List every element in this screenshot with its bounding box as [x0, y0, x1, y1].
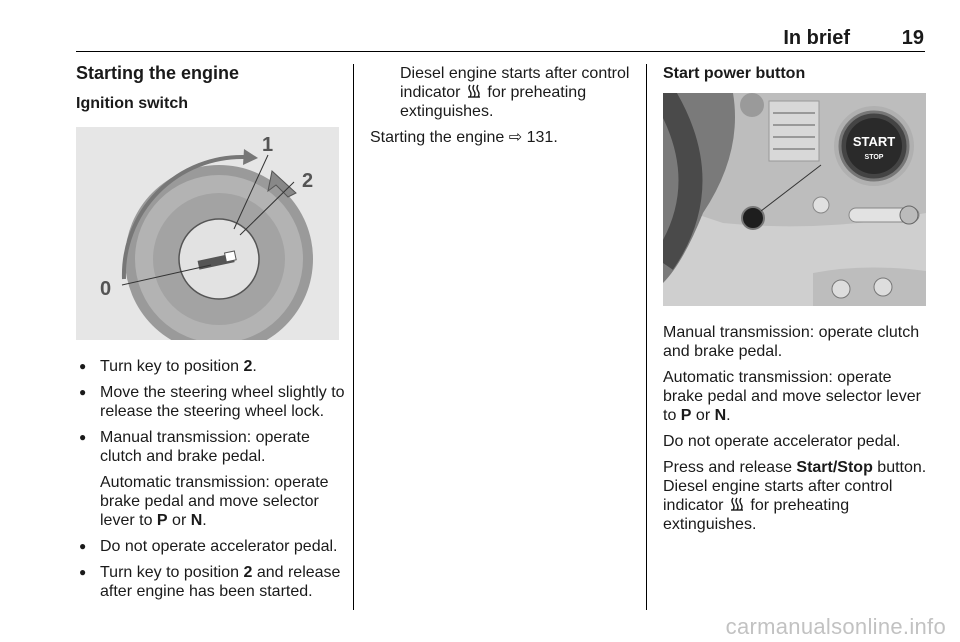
start-button-illustration: [663, 93, 926, 306]
automatic-transmission-text: [663, 368, 928, 425]
list-item: [76, 428, 346, 530]
button-name: Start/Stop: [796, 459, 873, 476]
gear-p: P: [680, 407, 692, 424]
bullet-text: and release after engine has been started.: [100, 564, 341, 600]
position-label-2: 2: [302, 170, 314, 192]
body-text: Press and release: [663, 459, 797, 476]
list-item: [76, 383, 346, 421]
body-text: .: [726, 407, 731, 424]
column-divider-left: [353, 64, 354, 610]
bullet-bold: 2: [243, 358, 253, 375]
column-divider-right: [646, 64, 647, 610]
bullet-text: .: [252, 358, 257, 375]
instruction-list: [76, 357, 346, 601]
bullet-text: Do not operate accelerator pedal.: [100, 538, 338, 555]
bullet-subparagraph: [100, 473, 346, 530]
list-item: [76, 357, 346, 376]
body-text: Diesel engine starts after control indicator: [663, 478, 893, 514]
header-title: In brief: [783, 27, 850, 49]
right-column: [663, 64, 928, 541]
start-button-title: Start power button: [663, 65, 806, 82]
page-number: 19: [901, 27, 924, 49]
bullet-text: Manual transmission: operate clutch and brake pedal.: [100, 429, 310, 465]
gear-n: N: [190, 512, 203, 529]
left-column: [76, 64, 346, 608]
body-text: button.: [872, 459, 927, 476]
glow-plug-icon: [467, 84, 481, 98]
section-title: Starting the engine: [76, 63, 240, 83]
accelerator-text: Do not operate accelerator pedal.: [663, 433, 901, 450]
press-button-text: [663, 458, 928, 477]
bullet-text: Turn key to position: [100, 358, 244, 375]
start-label: START: [852, 134, 896, 149]
stop-label: STOP: [864, 154, 884, 161]
manual-transmission-text: Manual transmission: operate clutch and brake pedal.: [663, 324, 920, 360]
bullet-text: Move the steering wheel slightly to release the steering wheel lock.: [100, 384, 345, 420]
position-label-0: 0: [100, 278, 112, 300]
reference-text: Starting the engine: [370, 129, 509, 146]
cross-reference[interactable]: [370, 128, 638, 147]
body-text: for preheating extinguishes.: [400, 84, 587, 120]
body-text: Automatic transmission: operate brake pedal and move selector lever to: [663, 369, 921, 424]
body-text: Diesel engine starts after control indicator: [400, 65, 630, 101]
bullet-bold: 2: [243, 564, 253, 581]
bullet-text: or: [167, 512, 191, 529]
position-label-1: 1: [262, 134, 274, 156]
glow-plug-icon: [730, 497, 744, 511]
bullet-text: Turn key to position: [100, 564, 244, 581]
ignition-switch-illustration: [76, 127, 339, 340]
list-item: [76, 537, 346, 556]
gear-p: P: [156, 512, 168, 529]
bullet-text: Automatic transmission: operate brake pedal and move selector lever to: [100, 474, 329, 529]
list-item: [76, 563, 346, 601]
reference-arrow-icon: ⇨: [508, 129, 523, 146]
diesel-note: [370, 64, 638, 121]
bullet-text: .: [202, 512, 207, 529]
reference-page: 131.: [522, 129, 558, 146]
body-text: for preheating extinguishes.: [663, 497, 850, 533]
gear-n: N: [714, 407, 727, 424]
watermark: carmanualsonline.info: [725, 614, 946, 639]
diesel-note: [663, 477, 928, 534]
body-text: or: [691, 407, 715, 424]
middle-column: [370, 64, 638, 154]
header-rule: [76, 51, 925, 52]
ignition-switch-title: Ignition switch: [76, 95, 188, 112]
